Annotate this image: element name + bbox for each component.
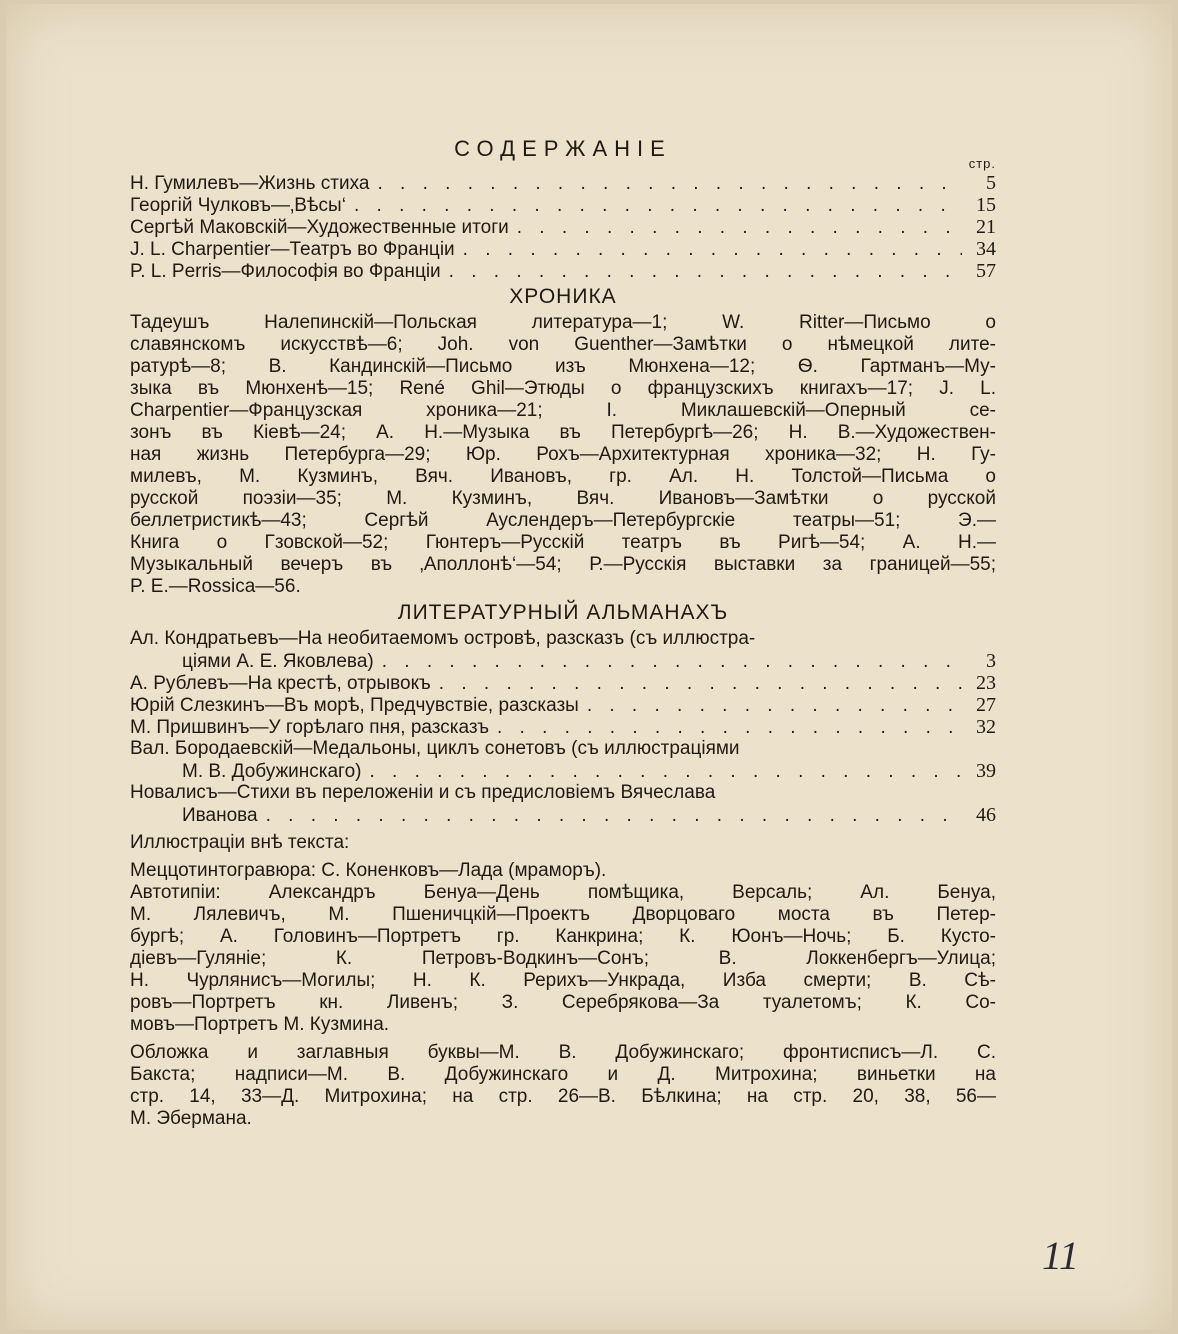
autotypes-line: М. Лялевичъ, М. Пшеничцкій—Проектъ Дворцоваго моста въ Петер- [130,904,996,925]
almanac-entry-page: 32 [976,716,996,738]
leader-dots [449,261,962,282]
autotypes-line: Н. Чурлянисъ—Могилы; Н. К. Рерихъ—Ункрада, Изба смерти; В. Сѣ- [130,970,996,991]
autotypes-line: мовъ—Портретъ М. Кузмина. [130,1014,390,1035]
autotypes-line: діевъ—Гуляніе; К. Петровъ-Водкинъ—Сонъ; В. Локкенбергъ—Улица; [130,948,996,969]
almanac-entry-title: Иванова [182,805,258,826]
chronicle-line: зыка въ Мюнхенѣ—15; René Ghil—Этюды о французскихъ книгахъ—17; J. L. [130,378,996,399]
cover-credits-line: Бакста; надписи—М. В. Добужинскаго и Д. Митрохина; виньетки на [130,1064,996,1085]
cover-credits-line: Обложка и заглавныя буквы—М. В. Добужинскаго; фронтисписъ—Л. С. [130,1042,996,1063]
almanac-entry [130,804,996,826]
autotypes-paragraph [130,882,996,1036]
page-title: СОДЕРЖАНІЕ [454,136,672,161]
toc-entry-page: 15 [976,194,996,216]
almanac-entry-title: М. Пришвинъ—У горѣлаго пня, разсказъ [130,717,489,738]
chronicle-line: русской поэзіи—35; М. Кузминъ, Вяч. Ивановъ—Замѣтки о русской [130,488,996,509]
cover-credits-paragraph [130,1042,996,1130]
almanac-entry-page: 3 [986,650,996,672]
almanac-entry-page: 23 [976,672,996,694]
almanac-entry [130,694,996,716]
chronicle-paragraph [130,312,996,598]
almanac-entry-page: 39 [976,760,996,782]
almanac-entry [130,672,996,694]
leader-dots [463,239,962,260]
toc-entry [130,260,996,282]
toc-list [130,172,996,282]
chronicle-line: Музыкальный вечеръ въ ‚Аполлонѣ‘—54; Р.—Русскія выставки за границей—55; [130,554,996,575]
almanac-entry-page: 46 [976,804,996,826]
almanac-entry-title: М. В. Добужинскаго) [182,761,362,782]
leader-dots [377,173,962,194]
autotypes-line: Автотипіи: Александръ Бенуа—День помѣщика, Версаль; Ал. Бенуа, [130,882,996,903]
toc-entry-page: 5 [986,172,996,194]
chronicle-line: Charpentier—Французская хроника—21; І. Миклашевскій—Оперный се- [130,400,996,421]
almanac-entry-title: ціями А. Е. Яковлева) [182,651,374,672]
almanac-entry-title: Юрій Слезкинъ—Въ морѣ, Предчувствіе, разсказы [130,695,579,716]
cover-credits-line: М. Эбермана. [130,1108,252,1129]
handwritten-page-mark: 11 [1042,1233,1080,1278]
almanac-entry-page: 27 [976,694,996,716]
toc-entry-page: 34 [976,238,996,260]
toc-entry [130,172,996,194]
leader-dots [382,651,962,672]
leader-dots [354,195,962,216]
almanac-entry [130,650,996,672]
almanac-list [130,628,996,826]
toc-entry-title: J. L. Charpentier—Театръ во Франціи [130,239,455,260]
almanac-entry-line: Ал. Кондратьевъ—На необитаемомъ островѣ, разсказъ (съ иллюстра- [130,628,756,649]
leader-dots [497,717,962,738]
chronicle-line: ратурѣ—8; В. Кандинскій—Письмо изъ Мюнхена—12; Ѳ. Гартманъ—Му- [130,356,996,377]
chronicle-line: славянскомъ искусствѣ—6; Joh. von Guenther—Замѣтки о нѣмецкой лите- [130,334,996,355]
chronicle-line: Тадеушъ Налепинскій—Польская литература—1; W. Ritter—Письмо о [130,312,996,333]
toc-entry [130,238,996,260]
autotypes-line: бургѣ; А. Головинъ—Портретъ гр. Канкрина; К. Юонъ—Ночь; Б. Кусто- [130,926,996,947]
illustrations-heading: Иллюстраціи внѣ текста: [130,832,350,853]
almanac-entry-line: Вал. Бородаевскій—Медальоны, циклъ сонетовъ (съ иллюстраціями [130,738,740,759]
document-page [6,4,1172,1330]
toc-entry-title: Сергѣй Маковскій—Художественные итоги [130,217,509,238]
toc-entry-page: 21 [976,216,996,238]
leader-dots [439,673,962,694]
leader-dots [587,695,962,716]
mezzotint-line: Меццотинтогравюра: С. Коненковъ—Лада (мраморъ). [130,860,607,881]
page-column-label: стр. [968,156,996,171]
almanac-entry [130,760,996,782]
chronicle-title: ХРОНИКА [509,285,617,308]
chronicle-line: зонъ въ Кіевѣ—24; А. Н.—Музыка въ Петербургѣ—26; Н. В.—Художествен- [130,422,996,443]
toc-entry-title: Георгій Чулковъ—‚Вѣсы‘ [130,195,346,216]
leader-dots [266,805,962,826]
almanac-entry-title: А. Рублевъ—На крестѣ, отрывокъ [130,673,431,694]
autotypes-line: ровъ—Портретъ кн. Ливенъ; З. Серебрякова—За туалетомъ; К. Со- [130,992,996,1013]
toc-entry [130,216,996,238]
toc-entry-title: Н. Гумилевъ—Жизнь стиха [130,173,370,194]
toc-entry-title: P. L. Perris—Философія во Франціи [130,261,441,282]
almanac-title: ЛИТЕРАТУРНЫЙ АЛЬМАНАХЪ [397,601,729,624]
cover-credits-line: стр. 14, 33—Д. Митрохина; на стр. 26—В. Бѣлкина; на стр. 20, 38, 56— [130,1086,996,1107]
contents-block [130,134,996,1130]
chronicle-line: беллетристикѣ—43; Сергѣй Ауслендеръ—Петербургскіе театры—51; Э.— [130,510,996,531]
chronicle-line: ная жизнь Петербурга—29; Юр. Рохъ—Архитектурная хроника—32; Н. Гу- [130,444,996,465]
leader-dots [369,761,962,782]
chronicle-line: P. E.—Rossica—56. [130,576,301,597]
almanac-entry-line: Новалисъ—Стихи въ переложеніи и съ предисловіемъ Вячеслава [130,782,716,803]
toc-entry [130,194,996,216]
toc-entry-page: 57 [976,260,996,282]
leader-dots [517,217,962,238]
chronicle-line: милевъ, М. Кузминъ, Вяч. Ивановъ, гр. Ал. Н. Толстой—Письма о [130,466,996,487]
chronicle-line: Книга о Гзовской—52; Гюнтеръ—Русскій театръ въ Ригѣ—54; А. Н.— [130,532,996,553]
almanac-entry [130,716,996,738]
